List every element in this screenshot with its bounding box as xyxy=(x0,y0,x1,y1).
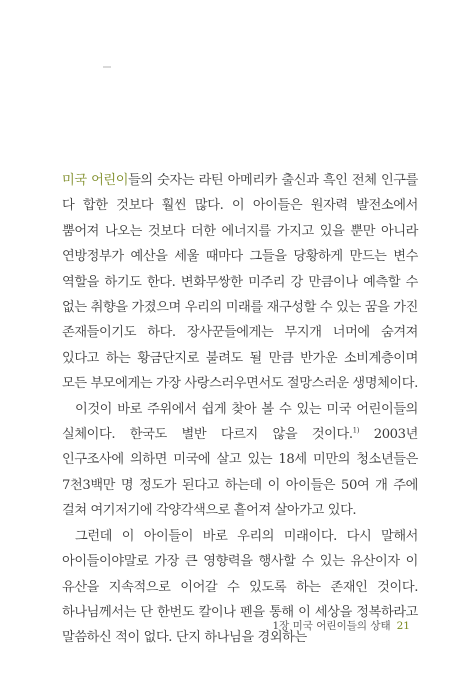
footnote-marker: 1) xyxy=(352,426,360,435)
paragraph-2-text-a: 이것이 바로 주위에서 쉽게 찾아 볼 수 있는 미국 어린이들의 실체이다. 한국도 별반 다르지 않을 것이다. xyxy=(62,401,418,443)
paragraph-3-text: 그런데 이 아이들이 바로 우리의 미래이다. 다시 말해서 아이들이야말로 가장 큰 영향력을 행사할 수 있는 유산이자 이 유산을 지속적으로 이어갈 수 있도록 하는 존재인 것이다. 하나님께서는 단 한번도 칼이나 펜을 통해 이 세상을 정복하라고 말씀하신 적이 없다. 단지 하나님을 경외하는 xyxy=(62,528,418,646)
page-speck xyxy=(103,66,111,68)
body-text xyxy=(62,168,418,651)
paragraph-1 xyxy=(62,168,418,397)
highlighted-phrase: 미국 어린이 xyxy=(62,173,129,188)
paragraph-2-text-b: 2003년 인구조사에 의하면 미국에 살고 있는 18세 미만의 청소년들은 7천3백만 명 정도가 된다고 하는데 이 아이들은 50여 개 주에 걸쳐 여기저기에 각양각색으로 흩어져 살아가고 있다. xyxy=(62,427,419,519)
page-footer xyxy=(0,619,410,633)
paragraph-1-text: 들의 숫자는 라틴 아메리카 출신과 흑인 전체 인구를 다 합한 것보다 훨씬 많다. 이 아이들은 원자력 발전소에서 뿜어져 나오는 것보다 더한 에너지를 가지고 있을 뿐만 아니라 연방정부가 예산을 세울 때마다 그들을 당황하게 만드는 변수 역할을 하기도 한다. 변화무쌍한 미주리 강 만큼이나 예측할 수 없는 취향을 가졌으며 우리의 미래를 재구성할 수 있는 꿈을 가진 존재들이기도 하다. 장사꾼들에게는 무지개 너머에 숨겨져 있다고 하는 황금단지로 불려도 될 만큼 반가운 소비계층이며 모든 부모에게는 가장 사랑스러우면서도 절망스러운 생명체이다. xyxy=(62,173,418,392)
chapter-title: 1장 미국 어린이들의 상태 xyxy=(272,620,391,632)
paragraph-2 xyxy=(62,397,418,524)
page-number: 21 xyxy=(396,620,410,632)
